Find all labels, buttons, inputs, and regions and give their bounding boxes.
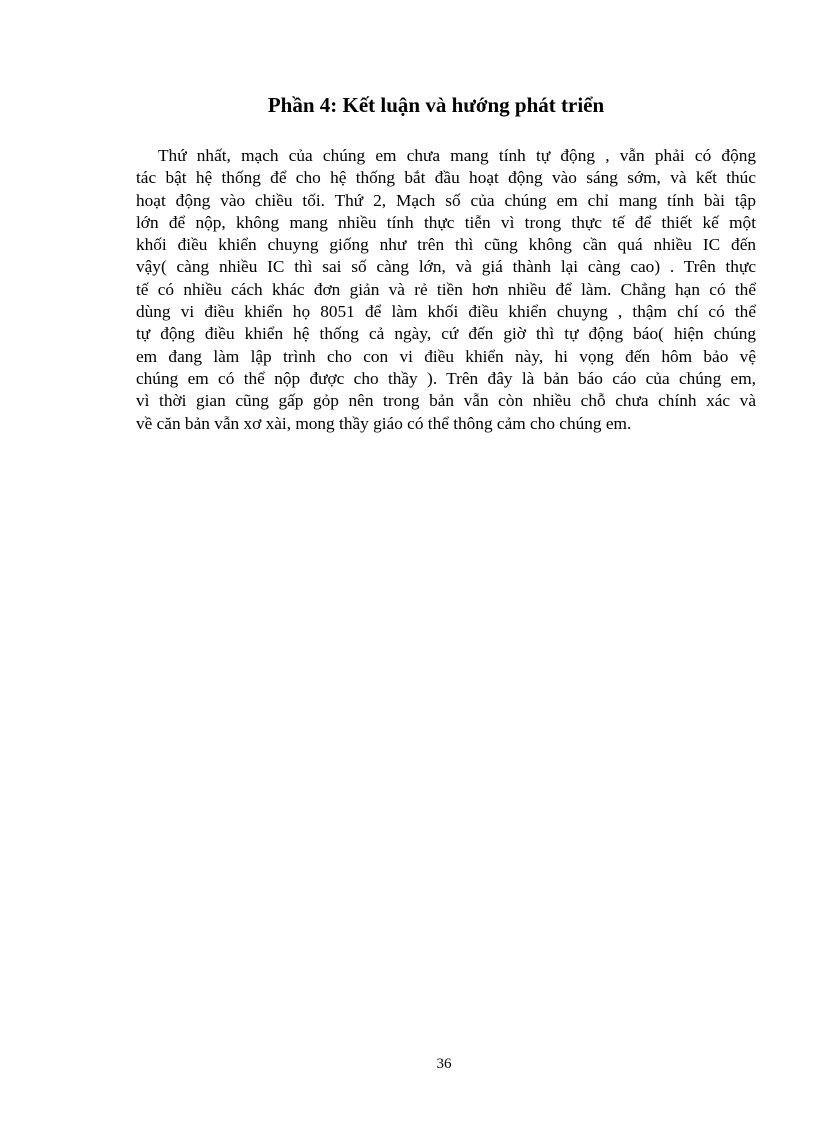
paragraph-line: Thứ nhất, mạch của chúng em chưa mang tính tự động , vẫn phải có động [158,146,756,165]
conclusion-paragraph [136,145,756,435]
section-heading: Phần 4: Kết luận và hướng phát triển [267,93,605,117]
paragraph-line: lớn để nộp, không mang nhiều tính thực tiễn vì trong thực tế để thiết kế một [136,212,756,232]
paragraph-line: tác bật hệ thống để cho hệ thống bắt đầu hoạt động vào sáng sớm, và kết thúc [136,168,756,188]
paragraph-line: vì thời gian cũng gấp gỏp nên trong bản vẫn còn nhiều chỗ chưa chính xác và [136,391,756,411]
paragraph-line: tự động điều khiển hệ thống cả ngày, cứ đến giờ thì tự động báo( hiện chúng [136,324,756,344]
page-number: 36 [436,1056,452,1072]
paragraph-line: khối điều khiển chuyng giống như trên thì cũng không cần quá nhiều IC đến [136,235,756,255]
paragraph-line: dùng vi điều khiển họ 8051 để làm khối điều khiển chuyng , thậm chí có thể [136,302,756,322]
paragraph-line: vậy( càng nhiều IC thì sai số càng lớn, và giá thành lại càng cao) . Trên thực [136,257,756,277]
paragraph-line: em đang làm lập trình cho con vi điều khiển này, hi vọng đến hôm bảo vệ [136,346,756,366]
paragraph-line: chúng em có thể nộp được cho thầy ). Trên đây là bản báo cáo của chúng em, [136,368,756,388]
paragraph-line: về căn bản vẫn xơ xài, mong thầy giáo có thể thông cảm cho chúng em. [136,413,632,433]
paragraph-line: hoạt động vào chiều tối. Thứ 2, Mạch số của chúng em chỉ mang tính bài tập [136,190,756,210]
paragraph-line: tế có nhiều cách khác đơn giản và rẻ tiền hơn nhiều để làm. Chẳng hạn có thể [136,279,756,299]
